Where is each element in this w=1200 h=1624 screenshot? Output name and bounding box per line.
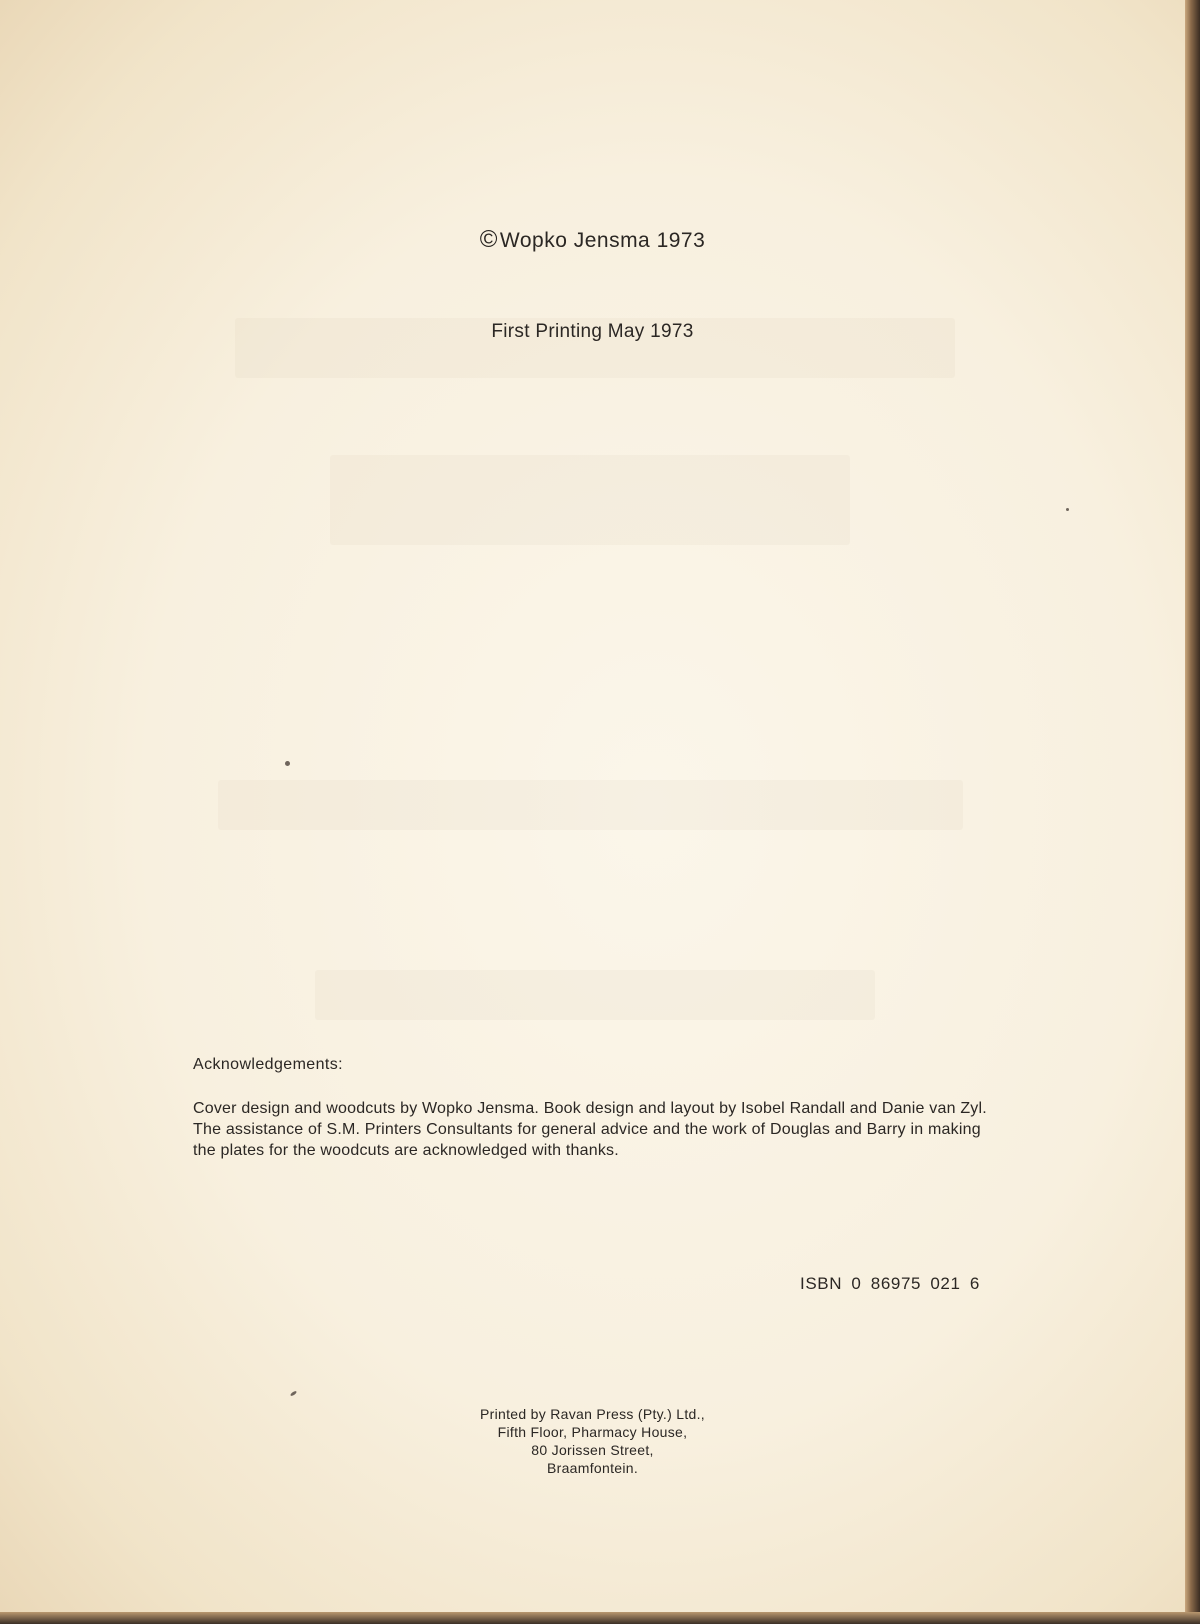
isbn-number: ISBN 0 86975 021 6	[800, 1274, 980, 1293]
copyright-symbol: ©	[479, 226, 498, 253]
book-binding-edge	[1185, 0, 1200, 1624]
first-printing-line: First Printing May 1973	[491, 321, 694, 342]
printer-line: Fifth Floor, Pharmacy House,	[497, 1424, 688, 1440]
acknowledgements-heading: Acknowledgements:	[193, 1056, 343, 1073]
acknowledgements-body: Cover design and woodcuts by Wopko Jensma. Book design and layout by Isobel Randall and Danie van Zyl. The assistance of S.M. Printers Consultants for general advice and the work of Douglas and Barry in making the plates for the woodcuts are acknowledged with thanks.	[193, 1100, 987, 1159]
printer-address	[0, 1405, 1185, 1477]
printer-line: 80 Jorissen Street,	[531, 1442, 654, 1458]
printer-line: Braamfontein.	[546, 1460, 639, 1476]
bleed-through-shadow	[315, 970, 875, 1020]
copyright-notice	[0, 226, 1185, 254]
copyright-text: Wopko Jensma 1973	[499, 229, 706, 252]
bleed-through-shadow	[218, 780, 963, 830]
paper-speck	[285, 761, 290, 766]
paper-speck	[1066, 508, 1069, 511]
printer-line: Printed by Ravan Press (Pty.) Ltd.,	[480, 1406, 705, 1422]
book-bottom-edge	[0, 1612, 1200, 1624]
paper-speck	[290, 1390, 297, 1396]
bleed-through-shadow	[330, 455, 850, 545]
